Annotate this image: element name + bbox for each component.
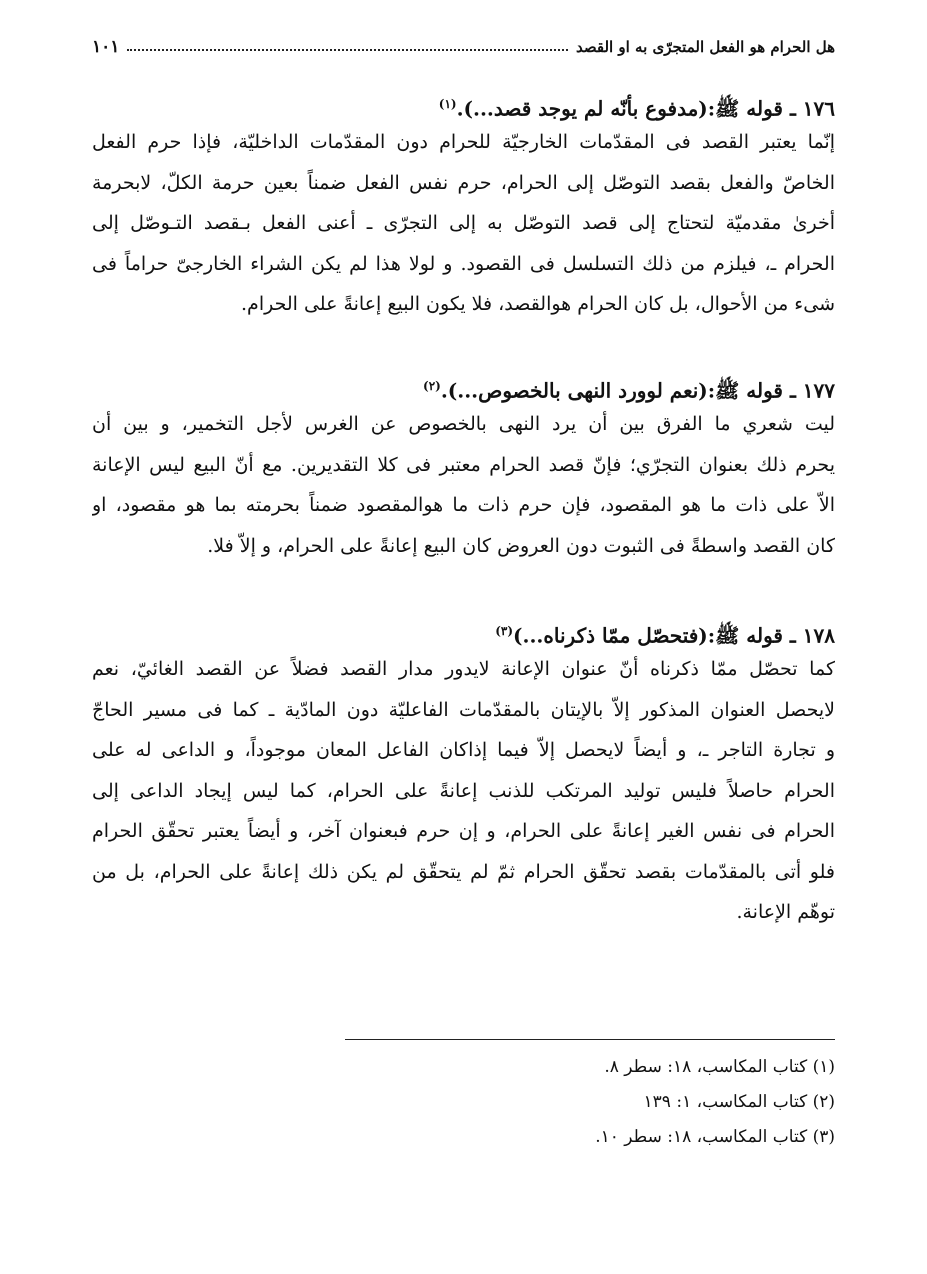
paragraph-line: كما تحصّل ممّا ذكرناه أنّ عنوان الإعانة لايدور مدار القصد فضلاً عن القصد الغائيّ، نعم xyxy=(92,658,835,680)
paragraph-line: كان القصد واسطةً فى الثبوت دون العروض كان البيع إعانةً على الحرام، و إلاّ فلا. xyxy=(207,534,835,557)
section-heading xyxy=(92,86,835,122)
paragraph-line: الخاصّ والفعل بقصد التوصّل إلى الحرام، حرم نفس الفعل ضمناً بعين حرمة الكلّ، لابحرمة xyxy=(92,171,835,194)
footnotes xyxy=(92,1050,835,1155)
page-number: ١٠١ xyxy=(92,37,120,57)
section-heading xyxy=(92,613,835,649)
section-177 xyxy=(92,368,835,566)
paragraph-line: و تجارة التاجر ـ، و أيضاً لايحصل إلاّ فيما إذاكان الفاعل المعان موجوداً، و الداعى له على xyxy=(92,739,835,761)
running-header xyxy=(92,34,835,60)
header-dot-leader xyxy=(127,49,568,51)
paragraph-line: يحرم ذلك بعنوان التجرّي؛ فإنّ قصد الحرام معتبر فى كلا التقديرين. مع أنّ البيع ليس الإعانة xyxy=(92,453,835,476)
footnote-divider xyxy=(345,1039,835,1040)
section-heading-text: ١٧٨ ـ قوله ﷺ:(فتحصّل ممّا ذكرناه...) xyxy=(513,623,835,648)
paragraph-line: إنّما يعتبر القصد فى المقدّمات الخارجيّة للحرام دون المقدّمات الداخليّة، فإذا حرم الفعل xyxy=(92,131,835,153)
footnote-ref: (٢) xyxy=(423,379,441,393)
footnote: (١) كتاب المكاسب، ١٨: سطر ٨. xyxy=(604,1057,835,1077)
paragraph-line: الحرام فى نفس الغير إعانةً على الحرام، و إن حرم فبعنوان آخر، و أيضاً يعتبر تحقّق الحرام xyxy=(92,820,835,842)
paragraph-line: أخرىٰ مقدميّة لتحتاج إلى قصد التوصّل به إلى التجرّى ـ أعنى الفعل بـقصد التـوصّل إلى xyxy=(92,212,835,234)
paragraph-line: شىء من الأحوال، بل كان الحرام هوالقصد، فلا يكون البيع إعانةً على الحرام. xyxy=(241,293,835,315)
paragraph-line: الحرام ـ، فيلزم من ذلك التسلسل فى القصود. و لولا هذا لم يكن الشراء الخارجىّ حراماً فى xyxy=(92,252,835,275)
section-heading-text: ١٧٧ ـ قوله ﷺ:(نعم لوورد النهى بالخصوص...). xyxy=(440,378,835,403)
paragraph-line: الاّ على ذات ما هو المقصود، فإن حرم ذات ما هوالمقصود ضمناً بحرمته بما هو مقصود، او xyxy=(92,494,835,516)
paragraph-line: فلو أتى بالمقدّمات بقصد تحقّق الحرام ثمّ لم يتحقّق لم يكن ذلك إعانةً على الحرام، بل من xyxy=(92,860,835,883)
paragraph-line: توهّم الإعانة. xyxy=(736,901,835,923)
paragraph-line: الحرام حاصلاً فليس توليد المرتكب للذنب إعانةً على الحرام، كما ليس إيجاد الداعى إلى xyxy=(92,779,835,802)
footnote-ref: (١) xyxy=(438,97,457,111)
header-title: هل الحرام هو الفعل المتجرّى به او القصد xyxy=(575,38,835,56)
footnote: (٣) كتاب المكاسب، ١٨: سطر ١٠. xyxy=(595,1127,835,1147)
section-paragraph xyxy=(92,649,835,933)
footnote-ref: (٣) xyxy=(495,624,514,638)
section-178 xyxy=(92,613,835,933)
footnote: (٢) كتاب المكاسب، ١: ١٣٩ xyxy=(643,1092,835,1112)
section-paragraph xyxy=(92,404,835,566)
section-176 xyxy=(92,86,835,325)
paragraph-line: ليت شعري ما الفرق بين أن يرد النهى بالخصوص عن الغرس لأجل التخمير، و بين أن xyxy=(92,413,835,435)
paragraph-line: لايحصل العنوان المذكور إلاّ بالإيتان بالمقدّمات الفاعليّة دون المادّية ـ كما فى مسير الحاجّ xyxy=(92,698,835,721)
section-paragraph xyxy=(92,122,835,325)
section-heading-text: ١٧٦ ـ قوله ﷺ:(مدفوع بأنّه لم يوجد قصد...). xyxy=(456,96,835,121)
section-heading xyxy=(92,368,835,404)
